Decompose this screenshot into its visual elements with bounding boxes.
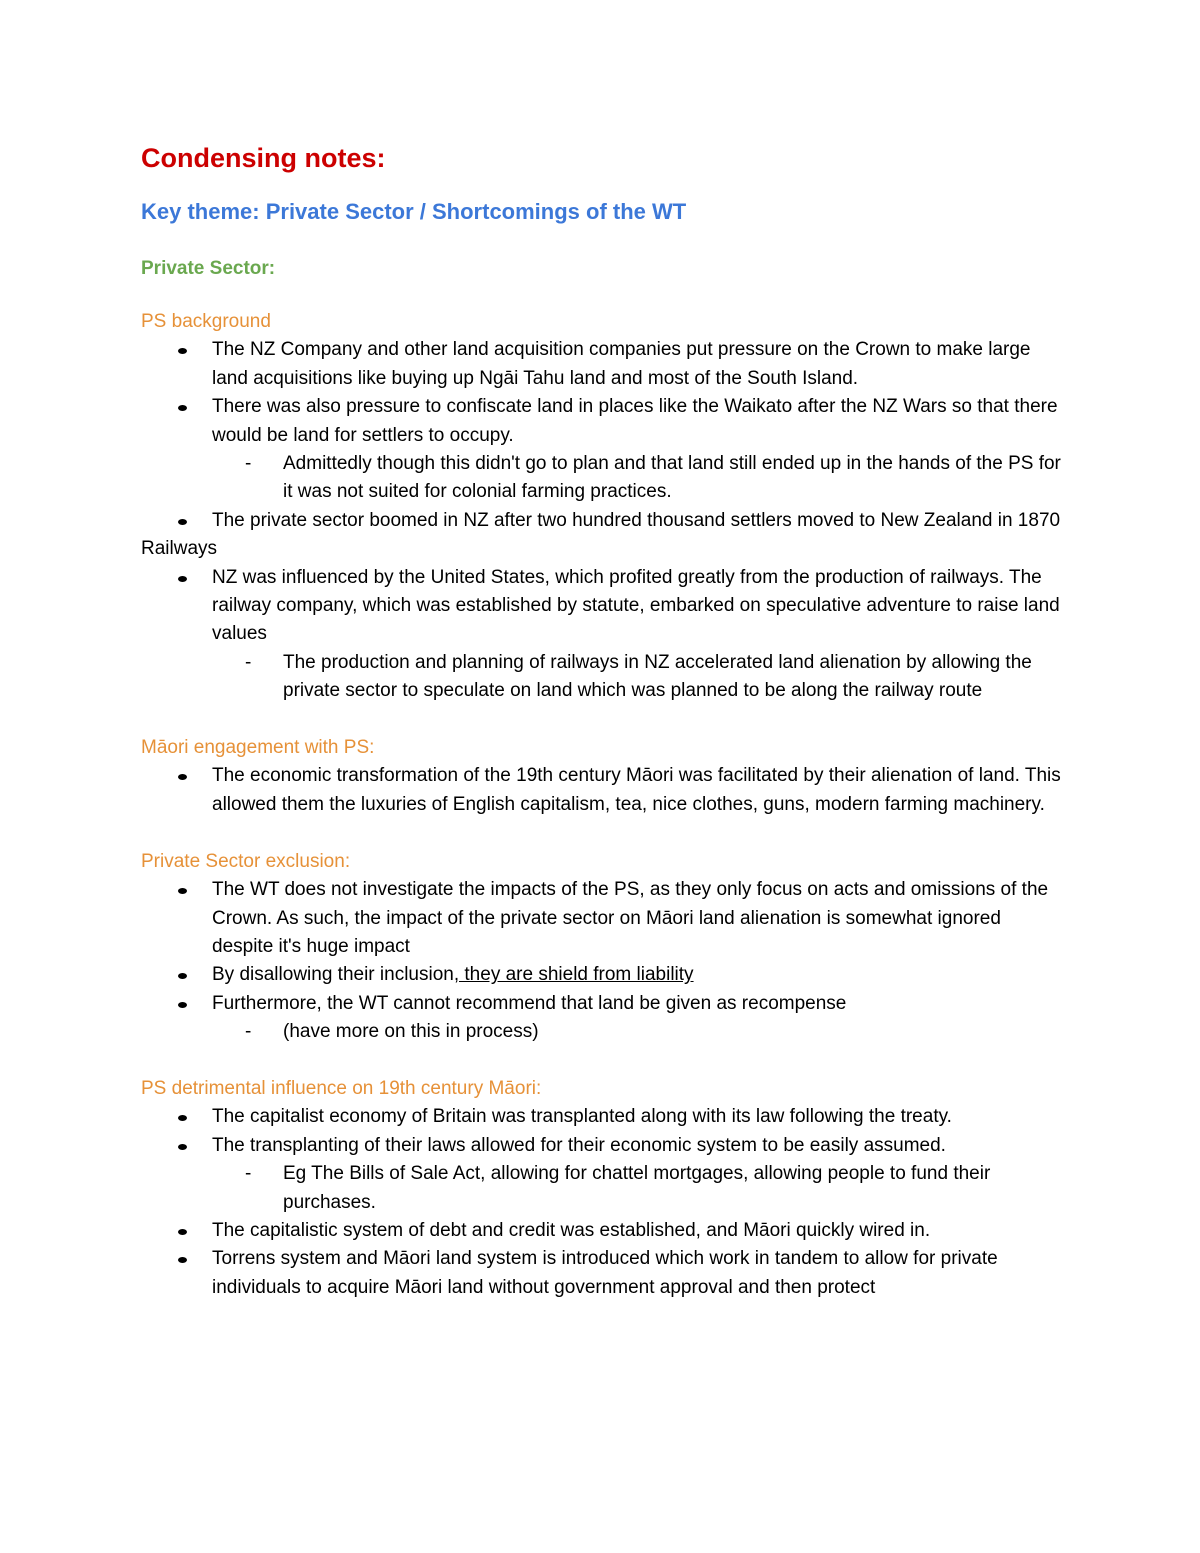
document-title: Condensing notes: — [141, 143, 386, 173]
sub-list — [141, 1160, 1061, 1217]
list-item-text: NZ was influenced by the United States, which profited greatly from the production of railways. The railway company, which was established by statute, embarked on speculative adventure to raise land values — [212, 566, 1060, 645]
bullet-list — [141, 564, 1061, 706]
bullet-icon — [178, 576, 187, 582]
section-private-sector-exclusion — [141, 848, 1061, 1047]
list-item — [141, 564, 1061, 706]
section-railways — [141, 535, 1061, 705]
list-item-text: Furthermore, the WT cannot recommend that land be given as recompense — [212, 992, 847, 1014]
bullet-list — [141, 336, 1061, 535]
underlined-text: , they are shield from liability — [453, 964, 694, 986]
key-theme-heading: Key theme: Private Sector / Shortcomings of the WT — [141, 199, 687, 224]
sub-list-item-text: Eg The Bills of Sale Act, allowing for chattel mortgages, allowing people to fund their purchases. — [283, 1163, 991, 1213]
section-maori-engagement — [141, 734, 1061, 819]
spacer — [141, 706, 1061, 734]
sub-list — [141, 649, 1061, 706]
sub-list-item-text: (have more on this in process) — [283, 1021, 539, 1043]
list-item — [141, 876, 1061, 961]
section-ps-detrimental-influence — [141, 1075, 1061, 1302]
dash-icon: - — [245, 453, 252, 475]
list-item-text: The NZ Company and other land acquisition companies put pressure on the Crown to make large land acquisitions like buying up Ngāi Tahu land and most of the South Island. — [212, 339, 1031, 389]
bullet-icon — [178, 1002, 187, 1008]
bullet-list — [141, 1103, 1061, 1302]
list-item — [141, 336, 1061, 393]
list-item — [141, 393, 1061, 507]
spacer — [141, 819, 1061, 847]
section-title: Railways — [141, 538, 218, 560]
bullet-icon — [178, 888, 187, 894]
sub-list-item-text: The production and planning of railways in NZ accelerated land alienation by allowing the private sector to speculate on land which was planned to be along the railway route — [283, 651, 1032, 702]
dash-icon: - — [245, 651, 252, 673]
sub-list-item — [141, 1160, 1061, 1217]
sub-list-item — [141, 649, 1061, 706]
list-item-text: The transplanting of their laws allowed for their economic system to be easily assumed. — [212, 1134, 946, 1156]
bullet-icon — [178, 1229, 187, 1235]
dash-icon: - — [245, 1163, 252, 1185]
bullet-list — [141, 876, 1061, 1046]
list-item — [141, 1132, 1061, 1217]
list-item — [141, 507, 1061, 535]
sub-list — [141, 1018, 1061, 1046]
bullet-icon — [178, 348, 187, 354]
list-item — [141, 1103, 1061, 1131]
list-item — [141, 1217, 1061, 1245]
bullet-icon — [178, 774, 187, 780]
sub-list-item — [141, 1018, 1061, 1046]
section-title: PS detrimental influence on 19th century Māori: — [141, 1077, 542, 1099]
list-item-text: By disallowing their inclusion — [212, 964, 454, 986]
spacer — [141, 1047, 1061, 1075]
list-item-text: The capitalistic system of debt and credit was established, and Māori quickly wired in. — [212, 1219, 931, 1241]
list-item-text: There was also pressure to confiscate land in places like the Waikato after the NZ Wars so that there would be land for settlers to occupy. — [212, 396, 1058, 446]
bullet-icon — [178, 405, 187, 411]
sub-list-item-text: Admittedly though this didn't go to plan and that land still ended up in the hands of the PS for it was not suited for colonial farming practices. — [283, 453, 1061, 503]
list-item — [141, 762, 1061, 819]
document-page — [141, 140, 1061, 1302]
bullet-icon — [178, 1257, 187, 1263]
list-item-text: Torrens system and Māori land system is introduced which work in tandem to allow for private individuals to acquire Māori land without government approval and then protect — [212, 1248, 998, 1298]
list-item-text: The economic transformation of the 19th century Māori was facilitated by their alienation of land. This allowed them the luxuries of English capitalism, tea, nice clothes, guns, modern farming machinery. — [212, 765, 1061, 815]
section-title: Māori engagement with PS: — [141, 737, 375, 759]
sub-list — [141, 450, 1061, 507]
list-item — [141, 1245, 1061, 1302]
list-item — [141, 990, 1061, 1047]
bullet-icon — [178, 973, 187, 979]
list-item — [141, 961, 1061, 989]
section-title: Private Sector exclusion: — [141, 850, 351, 872]
bullet-list — [141, 762, 1061, 819]
list-item-text: The capitalist economy of Britain was transplanted along with its law following the treaty. — [212, 1106, 952, 1128]
private-sector-heading: Private Sector: — [141, 258, 276, 279]
section-ps-background — [141, 308, 1061, 535]
bullet-icon — [178, 1144, 187, 1150]
list-item-text: The private sector boomed in NZ after two hundred thousand settlers moved to New Zealand in 1870 — [212, 509, 1061, 531]
dash-icon: - — [245, 1021, 252, 1043]
sub-list-item — [141, 450, 1061, 507]
bullet-icon — [178, 519, 187, 525]
list-item-text: The WT does not investigate the impacts of the PS, as they only focus on acts and omissions of the Crown. As such, the impact of the private sector on Māori land alienation is somewhat ignored despite it's huge impact — [212, 879, 1049, 957]
section-title: PS background — [141, 311, 271, 332]
bullet-icon — [178, 1115, 187, 1121]
